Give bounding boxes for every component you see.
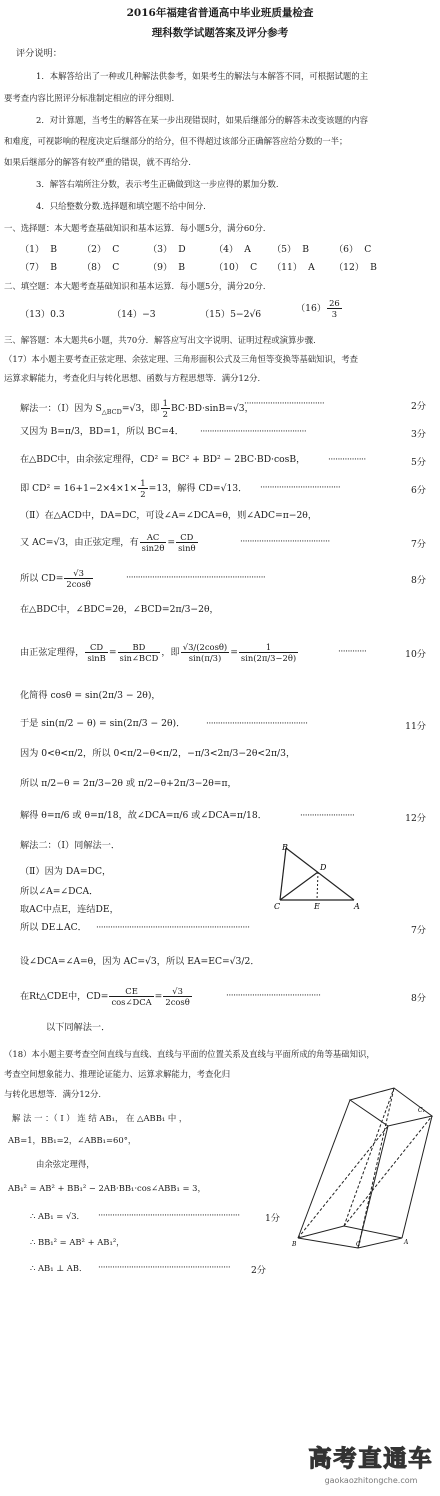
sol17-line4-b: =13，解得 CD=√13． — [148, 483, 248, 494]
frac-den: 2cosθ — [165, 997, 190, 1007]
part1-heading: 一、选择题：本大题考查基础知识和基本运算．每小题5分，满分60分． — [4, 223, 272, 233]
score-18-1: 1分 — [264, 1213, 280, 1224]
note-4: 4．只给整数分数.选择题和填空题不给中间分. — [36, 201, 206, 211]
label-b: B — [282, 843, 288, 852]
sol17-line1: 解法一：（Ⅰ）因为 $S_{\triangle BCD}=√3$，即 $\frac{1}{2}$ BC·BD·sinB=√3， — [20, 398, 254, 419]
label-b: B — [292, 1241, 297, 1248]
sol17b-line5: 所以 DE⊥AC． — [20, 922, 87, 933]
sol17-line1-a: 解法一：（Ⅰ）因为 S — [20, 403, 102, 414]
score-17b-7: 7分 — [410, 925, 426, 936]
sol17-line3: 在△BDC中，由余弦定理得，CD² = BC² + BD² − 2BC·BD·cosB， — [20, 454, 306, 465]
choice-number: （1） — [20, 244, 45, 255]
edge-cd — [280, 872, 318, 900]
choice-number: （7） — [20, 262, 45, 273]
answer-16-fraction — [327, 298, 342, 319]
sol17-line5: （Ⅱ）在△ACD中，DA=DC，可设∠A=∠DCA=θ，则∠ADC=π−2θ， — [20, 510, 318, 521]
sol17b-line1: 解法二：（Ⅰ）同解法一． — [20, 840, 121, 851]
choice-answer — [272, 241, 309, 255]
sol17b-line6: 设∠DCA=∠A=θ，因为 AC=√3，所以 EA=EC=√3/2． — [20, 956, 260, 967]
page-title: 2016年福建省普通高中毕业班质量检查 — [126, 7, 314, 19]
q18-line2: AB=1，BB₁=2，∠ABB₁=60°， — [8, 1135, 137, 1145]
sol17b-line7-a: 在Rt△CDE中，CD= — [20, 991, 109, 1002]
choice-answer — [82, 241, 119, 255]
score-17-6: 6分 — [410, 485, 426, 496]
note-2c: 如果后继部分的解答有较严重的错误，就不再给分. — [4, 157, 191, 167]
sol17-line4: 即 CD² = 16+1−2×4×1× $\frac{1}{2}$ =13，解得 CD=√13． — [20, 478, 248, 499]
choice-letter: B — [50, 244, 57, 255]
answer-16-num: （16） — [296, 303, 327, 314]
label-a: A — [404, 1239, 409, 1246]
dot-leader: ································································· — [96, 923, 250, 933]
sol17-line7 — [20, 568, 94, 589]
answer-16-denominator: 3 — [331, 309, 338, 319]
edge-bc — [280, 848, 286, 900]
sol17-line8: 在△BDC中，∠BDC=2θ，∠BCD=2π/3−2θ， — [20, 604, 219, 615]
sol17-line4-a: 即 CD² = 16+1−2×4×1× — [20, 483, 138, 494]
note-3: 3．解答右端所注分数，表示考生正确做到这一步应得的累加分数. — [36, 179, 279, 189]
sol17b-line7: 在Rt△CDE中，CD= $\frac{CE}{\text{cos∠DCA}}$ = $\frac{√3}{2\cos\theta}$ — [20, 986, 190, 1007]
choice-number: （3） — [148, 244, 173, 255]
choice-number: （11） — [272, 262, 303, 273]
sol17-line10: 化简得 cosθ = sin(2π/3 − 2θ)， — [20, 690, 161, 701]
frac-num: BD — [118, 642, 161, 653]
sol17-line9-a: 由正弦定理得， — [20, 647, 85, 658]
choice-number: （2） — [82, 244, 107, 255]
sol17-line14: 解得 θ=π/6 或 θ=π/18，故∠DCA=π/6 或∠DCA=π/18． — [20, 810, 267, 821]
frac-num: CE — [109, 986, 153, 997]
watermark-url: gaokaozhitongche.com — [324, 1476, 418, 1485]
sol17-line1-b: =√3，即 — [121, 403, 160, 414]
q18-line7: ∴ AB₁ ⊥ AB． — [30, 1263, 88, 1273]
sol17-line2: 又因为 B=π/3，BD=1，所以 BC=4． — [20, 426, 184, 437]
choice-number: （10） — [214, 262, 245, 273]
label-a: A — [354, 902, 360, 910]
answer-15: （15）5−2√6 — [200, 309, 262, 320]
q17-intro-b: 运算求解能力，考查化归与转化思想、函数与方程思想等．满分12分． — [4, 373, 266, 383]
choice-number: （6） — [334, 244, 359, 255]
prism-figure — [290, 1078, 436, 1250]
choice-letter: C — [250, 262, 258, 273]
q18-intro-b: 考查空间想象能力、推理论证能力、运算求解能力，考查化归 — [4, 1069, 231, 1079]
choice-answer — [20, 241, 57, 255]
dot-leader: ········································ — [226, 991, 321, 1001]
choice-number: （4） — [214, 244, 239, 255]
q18-intro-c: 与转化思想等．满分12分． — [4, 1089, 107, 1099]
sol17-line7-a: 所以 CD= — [20, 573, 64, 584]
score-17-3: 3分 — [410, 429, 426, 440]
sol17-line1-c: BC·BD·sinB=√3， — [170, 403, 254, 414]
sol17b-line4: 取AC中点E，连结DE， — [20, 904, 119, 915]
q18-line5: ∴ AB₁ = √3． — [30, 1211, 85, 1221]
note-1b: 要考查内容比照评分标准制定相应的评分细则. — [4, 93, 175, 103]
sol17-line1-sub: △BCD — [101, 407, 122, 416]
dot-leader: ················ — [328, 455, 366, 465]
q18-line3: 由余弦定理得， — [36, 1159, 95, 1169]
dot-leader: ·································· — [260, 483, 341, 493]
score-17-11: 11分 — [405, 721, 426, 732]
score-17-2: 2分 — [410, 401, 426, 412]
choice-number: （8） — [82, 262, 107, 273]
dot-leader: ···························································· — [98, 1211, 240, 1221]
score-17b-8: 8分 — [410, 993, 426, 1004]
frac-den: sin(π/3) — [188, 653, 222, 663]
prism-base — [298, 1226, 402, 1248]
choice-answer — [214, 259, 257, 273]
frac-num: CD — [176, 532, 197, 543]
dot-leader: ··························································· — [126, 573, 266, 583]
label-c: C — [356, 1241, 361, 1248]
sol17-line9-b: ，即 — [161, 647, 180, 658]
dot-leader: ······································ — [240, 537, 330, 547]
part3-heading: 三、解答题：本大题共6小题，共70分．解答应写出文字说明、证明过程或演算步骤． — [4, 335, 322, 345]
watermark-brand: 高考直通车 — [308, 1446, 434, 1472]
answer-13: （13）0.3 — [20, 309, 65, 320]
choice-letter: B — [178, 262, 185, 273]
frac-den: sinθ — [178, 543, 196, 553]
score-17-8: 8分 — [410, 575, 426, 586]
triangle-figure — [272, 842, 364, 910]
choice-letter: B — [370, 262, 377, 273]
sol17-line13: 所以 π/2−θ = 2π/3−2θ 或 π/2−θ+2π/3−2θ=π， — [20, 778, 237, 789]
choice-letter: A — [244, 244, 251, 255]
frac-num: 1 — [239, 642, 298, 653]
label-c1: C₁ — [418, 1107, 425, 1114]
frac-num: AC — [140, 532, 167, 543]
choice-answer — [148, 259, 185, 273]
sol17-line6 — [20, 532, 199, 553]
score-17-5: 5分 — [410, 457, 426, 468]
q17-intro-a: （17）本小题主要考查正弦定理、余弦定理、三角形面积公式及三角恒等变换等基础知识，考查 — [4, 354, 359, 364]
edge-de — [317, 872, 318, 900]
sol17-line9: 由正弦定理得， $\frac{CD}{\sin B}$ = $\frac{BD}{\text{sin∠BCD}}$ ，即 $\frac{√3/(2\cos\theta)}{\sin(\pi/3)}$ = $\frac{1}{\sin(2\pi/3-2\theta)}$ — [20, 642, 297, 663]
choice-letter: C — [364, 244, 372, 255]
choice-answer — [214, 241, 251, 255]
frac-den: cos∠DCA — [111, 997, 152, 1007]
dot-leader: ······················· — [300, 811, 355, 821]
frac-num: √3 — [163, 986, 191, 997]
frac-den: sin∠BCD — [119, 653, 159, 663]
sol17b-line3: 所以∠A=∠DCA． — [20, 886, 99, 897]
notes-heading: 评分说明： — [16, 48, 62, 59]
choice-number: （12） — [334, 262, 365, 273]
equals-sign: = — [167, 537, 176, 548]
choice-number: （5） — [272, 244, 297, 255]
choice-letter: B — [50, 262, 57, 273]
choice-answer — [334, 259, 377, 273]
dot-leader: ············ — [338, 647, 367, 657]
label-d: D — [320, 863, 327, 872]
q18-line4: AB₁² = AB² + BB₁² − 2AB·BB₁·cos∠ABB₁ = 3， — [8, 1183, 206, 1193]
sol17b-line8: 以下同解法一． — [46, 1022, 111, 1033]
label-c: C — [274, 902, 281, 910]
frac-den: sin2θ — [141, 543, 165, 553]
frac-num: √3 — [64, 568, 92, 579]
q18-line6: ∴ BB₁² = AB² + AB₁²， — [30, 1237, 125, 1247]
choice-answer — [334, 241, 371, 255]
score-17-10: 10分 — [405, 649, 426, 660]
sol17-line12: 因为 0<θ<π/2，所以 0<π/2−θ<π/2，−π/3<2π/3−2θ<2π/3， — [20, 748, 296, 759]
q18-intro-a: （18）本小题主要考查空间直线与直线、直线与平面的位置关系及直线与平面所成的角等基础知识， — [4, 1049, 375, 1059]
frac-den: sinB — [87, 653, 106, 663]
sol17b-line2: （Ⅱ）因为 DA=DC， — [20, 866, 112, 877]
choice-letter: C — [112, 244, 120, 255]
choice-letter: D — [178, 244, 186, 255]
answer-14: （14）−3 — [112, 309, 156, 320]
note-2a: 2．对计算题，当考生的解答在某一步出现错误时，如果后继部分的解答未改变该题的内容 — [36, 115, 368, 125]
part2-heading: 二、填空题：本大题考查基础知识和基本运算．每小题5分，满分20分． — [4, 281, 272, 291]
q18-line1: 解 法 一 ：（ Ⅰ ） 连 结 AB₁， 在 △ABB₁ 中 ， — [12, 1113, 188, 1123]
edge-ba — [286, 848, 354, 900]
frac-num: √3/(2cosθ) — [182, 642, 228, 652]
sol17-line6-a: 又 AC=√3，由正弦定理，有 — [20, 537, 139, 548]
frac-den: sin(2π/3−2θ) — [240, 653, 297, 663]
choice-letter: C — [112, 262, 120, 273]
frac-num: CD — [85, 642, 108, 653]
edge — [298, 1100, 350, 1238]
sol17-line11: 于是 sin(π/2 − θ) = sin(2π/3 − 2θ)． — [20, 718, 186, 729]
site-watermark — [306, 1440, 436, 1492]
answer-16 — [296, 298, 343, 319]
note-1a: 1．本解答给出了一种或几种解法供参考，如果考生的解法与本解答不同，可根据试题的主 — [36, 71, 368, 81]
answer-16-numerator: 26 — [329, 298, 340, 308]
choice-answer — [272, 259, 315, 273]
choice-letter: A — [308, 262, 315, 273]
dot-leader: ··········································· — [206, 719, 308, 729]
choice-answer — [148, 241, 186, 255]
choice-letter: B — [302, 244, 309, 255]
score-17-7: 7分 — [410, 539, 426, 550]
page-subtitle: 理科数学试题答案及评分参考 — [151, 27, 289, 39]
score-17-12: 12分 — [405, 813, 426, 824]
dot-leader: ························································ — [98, 1263, 231, 1273]
dot-leader: ············································· — [200, 427, 307, 437]
label-e: E — [314, 902, 320, 910]
note-2b: 和难度，可视影响的程度决定后继部分的给分，但不得超过该部分正确解答应给分数的一半； — [4, 136, 348, 146]
choice-answer — [20, 259, 57, 273]
score-18-2: 2分 — [250, 1265, 266, 1276]
frac-den: 2cosθ — [66, 579, 91, 589]
choice-number: （9） — [148, 262, 173, 273]
choice-answer — [82, 259, 119, 273]
dot-leader: ·································· — [244, 399, 325, 409]
